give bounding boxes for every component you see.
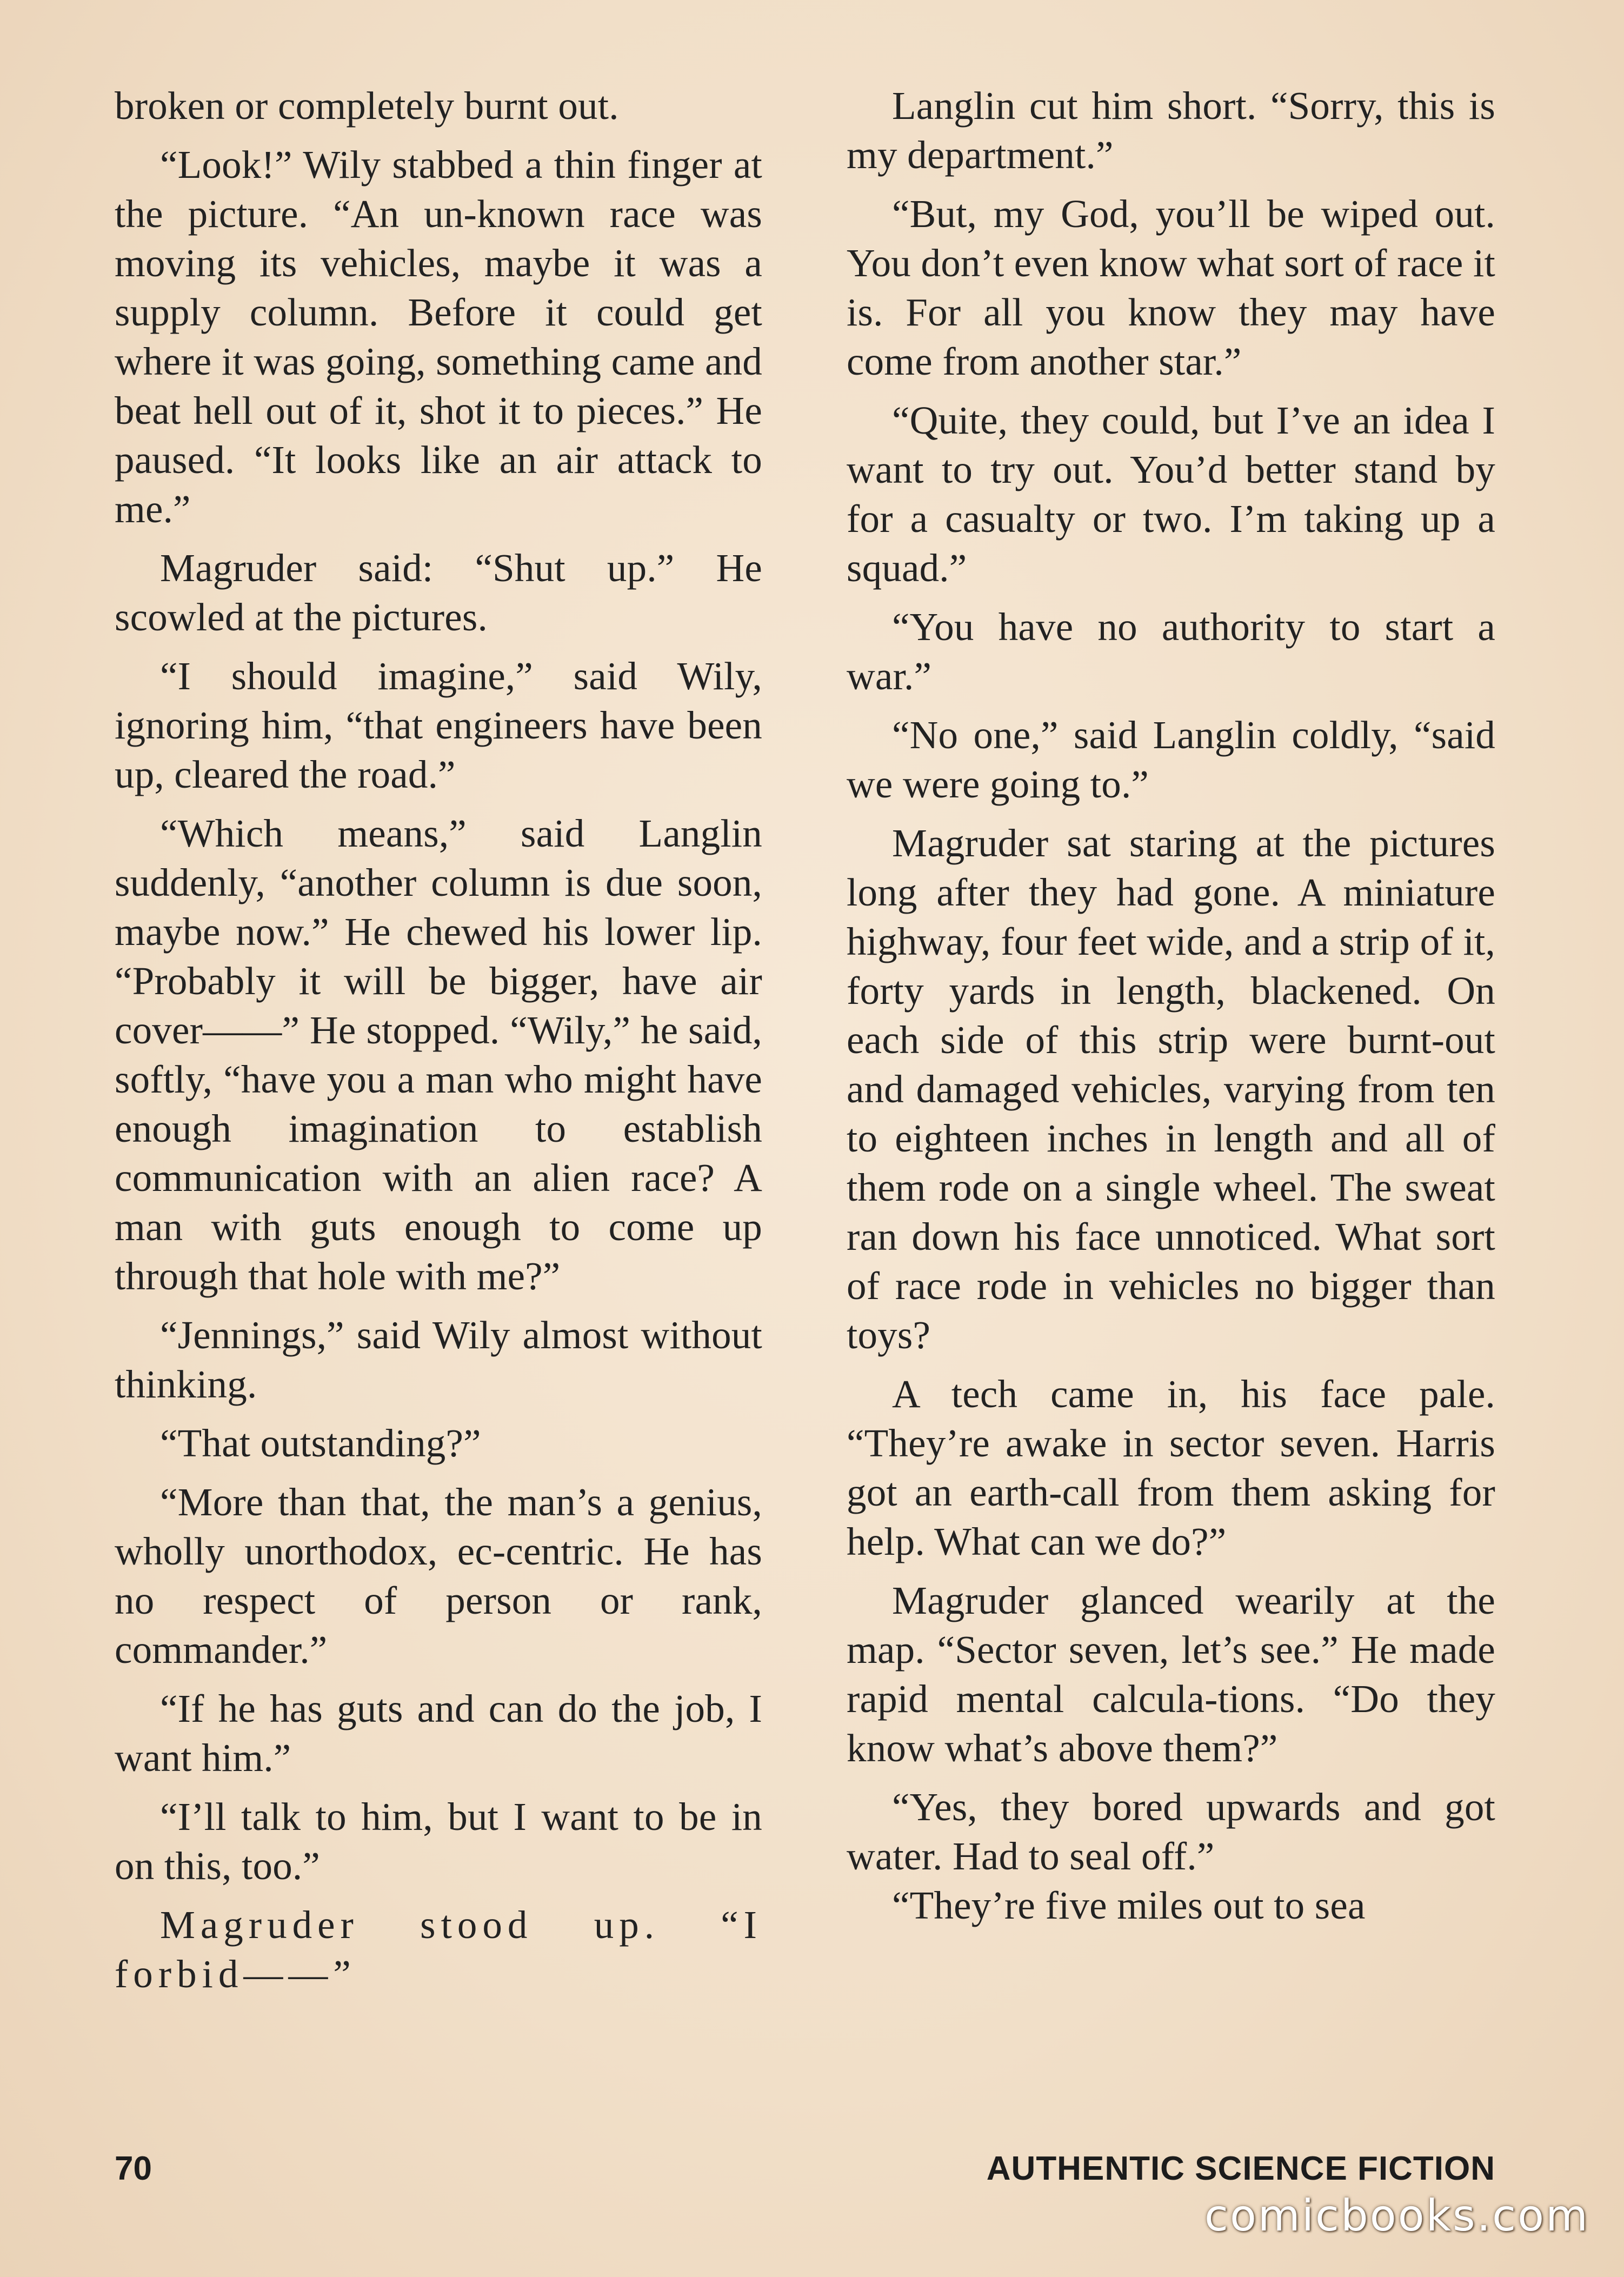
paragraph: “I should imagine,” said Wily, ignoring him, “that engineers have been up, cleared the road.” bbox=[115, 654, 762, 796]
magazine-title: AUTHENTIC SCIENCE FICTION bbox=[986, 2150, 1495, 2187]
page-number: 70 bbox=[115, 2150, 152, 2187]
paragraph: “No one,” said Langlin coldly, “said we were going to.” bbox=[847, 713, 1495, 806]
paragraph: broken or completely burnt out. bbox=[115, 84, 619, 128]
paragraph: “They’re five miles out to sea bbox=[892, 1883, 1366, 1927]
paragraph: “Yes, they bored upwards and got water. Had to seal off.” bbox=[847, 1785, 1495, 1878]
paragraph: “That outstanding?” bbox=[160, 1421, 481, 1465]
left-text-column bbox=[115, 81, 762, 2103]
paragraph: Langlin cut him short. “Sorry, this is my department.” bbox=[847, 84, 1495, 177]
paragraph: “You have no authority to start a war.” bbox=[847, 605, 1495, 698]
paragraph: “If he has guts and can do the job, I want him.” bbox=[115, 1687, 762, 1780]
paragraph: A tech came in, his face pale. “They’re awake in sector seven. Harris got an earth-call from them asking for help. What can we do?” bbox=[847, 1372, 1495, 1563]
paragraph: “But, my God, you’ll be wiped out. You don’t even know what sort of race it is. For all you know they may have come from another star.” bbox=[847, 192, 1495, 383]
paragraph: “Look!” Wily stabbed a thin finger at the picture. “An un-known race was moving its vehicles, maybe it was a supply column. Before it could get where it was going, something came and beat hell out of it, shot it to pieces.” He paused. “It looks like an air attack to me.” bbox=[115, 143, 762, 531]
watermark: comicbooks.com bbox=[1204, 2191, 1589, 2241]
paragraph: “Quite, they could, but I’ve an idea I want to try out. You’d better stand by for a casualty or two. I’m taking up a squad.” bbox=[847, 398, 1495, 590]
paragraph: “Jennings,” said Wily almost without thinking. bbox=[115, 1313, 762, 1406]
right-text-column bbox=[847, 81, 1495, 2103]
paragraph: Magruder stood up. “I forbid——” bbox=[115, 1903, 762, 1996]
paragraph: “Which means,” said Langlin suddenly, “another column is due soon, maybe now.” He chewed his lower lip. “Probably it will be bigger, have air cover——” He stopped. “Wily,” he said, softly, “have you a man who might have enough imagination to establish communication with an alien race? A man with guts enough to come up through that hole with me?” bbox=[115, 811, 762, 1298]
paragraph: “I’ll talk to him, but I want to be in on this, too.” bbox=[115, 1795, 762, 1888]
paragraph: Magruder said: “Shut up.” He scowled at the pictures. bbox=[115, 546, 762, 639]
paragraph: “More than that, the man’s a genius, wholly unorthodox, ec-centric. He has no respect of person or rank, commander.” bbox=[115, 1480, 762, 1672]
paragraph: Magruder sat staring at the pictures long after they had gone. A miniature highway, four feet wide, and a strip of it, forty yards in length, blackened. On each side of this strip were burnt-out and damaged vehicles, varying from ten to eighteen inches in length and all of them rode on a single wheel. The sweat ran down his face unnoticed. What sort of race rode in vehicles no bigger than toys? bbox=[847, 821, 1495, 1357]
paragraph: Magruder glanced wearily at the map. “Sector seven, let’s see.” He made rapid mental calcula-tions. “Do they know what’s above them?” bbox=[847, 1579, 1495, 1770]
